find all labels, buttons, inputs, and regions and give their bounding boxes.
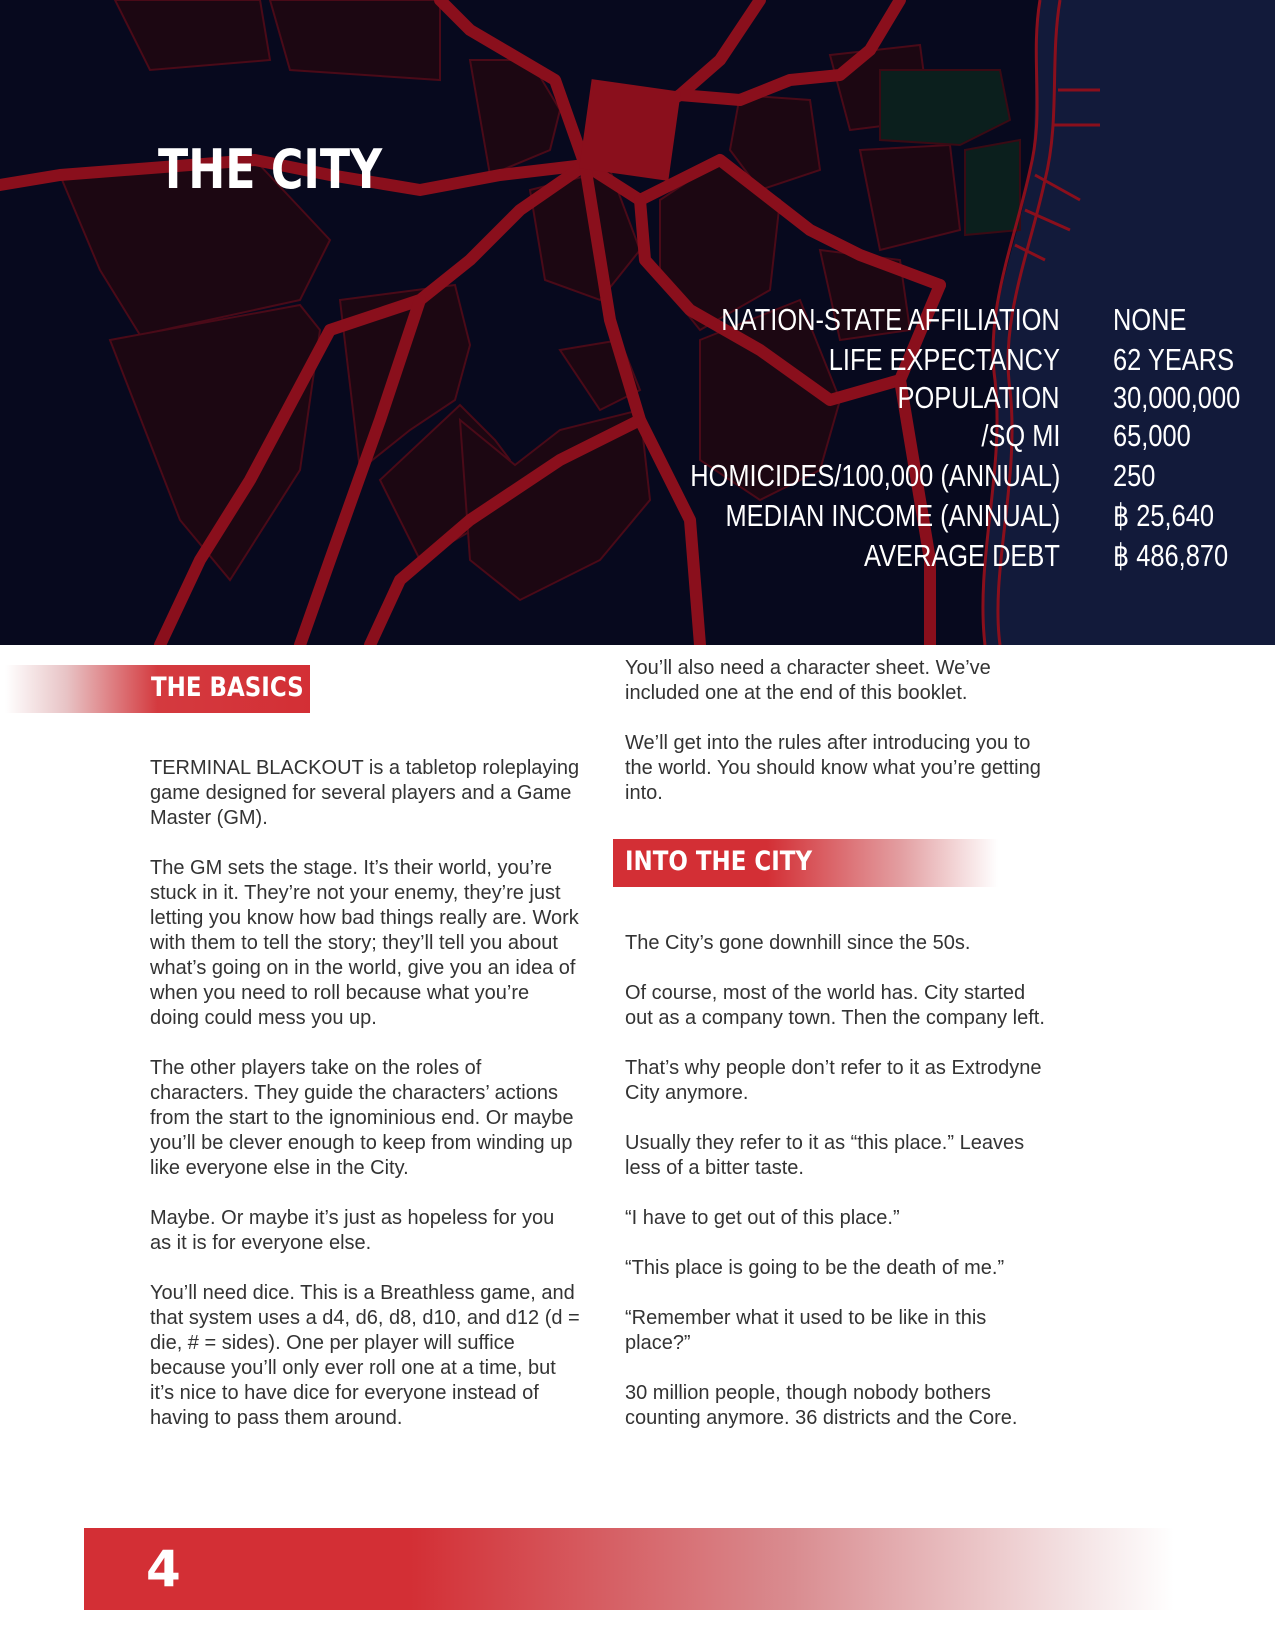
paragraph: The other players take on the roles of characters. They guide the characters’ actions from the start to the ignominious end. Or maybe you’ll be clever enough to keep from winding up like everyone else in the City. [150, 1057, 574, 1179]
stat-row [690, 302, 1270, 342]
paragraph: Usually they refer to it as “this place.” Leaves less of a bitter taste. [625, 1132, 1025, 1179]
basics-column [150, 756, 580, 1456]
stat-value: NONE [1113, 302, 1187, 337]
stat-label: HOMICIDES/100,000 (ANNUAL) [689, 458, 1060, 493]
paragraph: Maybe. Or maybe it’s just as hopeless for you as it is for everyone else. [150, 1207, 555, 1254]
city-stats-table [690, 302, 1270, 578]
paragraph: 30 million people, though nobody bothers counting anymore. 36 districts and the Core. [625, 1382, 1018, 1429]
paragraph: TERMINAL BLACKOUT is a tabletop roleplaying game designed for several players and a Game Master (GM). [150, 757, 580, 829]
stat-value: ฿ 25,640 [1113, 498, 1214, 533]
section-heading-into-the-city [613, 839, 998, 887]
paragraph: Of course, most of the world has. City started out as a company town. Then the company left. [625, 982, 1045, 1029]
stat-label: MEDIAN INCOME (ANNUAL) [725, 498, 1060, 533]
paragraph: “This place is going to be the death of me.” [625, 1257, 1005, 1279]
section-heading-basics [5, 665, 310, 713]
page-footer-bar [84, 1528, 1174, 1610]
paragraph: The City’s gone downhill since the 50s. [625, 932, 971, 954]
stat-label: LIFE EXPECTANCY [828, 342, 1060, 377]
stat-label: /SQ MI [980, 418, 1060, 453]
stat-value: 250 [1113, 458, 1156, 493]
stat-row [690, 458, 1270, 498]
paragraph: You’ll also need a character sheet. We’ve included one at the end of this booklet. [625, 657, 991, 704]
section-heading-text: THE BASICS [151, 672, 304, 703]
paragraph: “Remember what it used to be like in this place?” [625, 1307, 987, 1354]
stat-row [690, 538, 1270, 578]
stat-label: NATION-STATE AFFILIATION [721, 302, 1060, 337]
stat-row [690, 380, 1270, 418]
paragraph: “I have to get out of this place.” [625, 1207, 900, 1229]
stat-row [690, 498, 1270, 538]
stat-label: AVERAGE DEBT [864, 538, 1060, 573]
page-number: 4 [146, 1540, 181, 1598]
stat-value: 62 YEARS [1113, 342, 1235, 377]
stat-value: 65,000 [1113, 418, 1191, 453]
paragraph: We’ll get into the rules after introducing you to the world. You should know what you’re getting into. [625, 732, 1041, 804]
hero-header [0, 0, 1275, 645]
paragraph: The GM sets the stage. It’s their world, you’re stuck in it. They’re not your enemy, they’re just letting you know how bad things really are. Work with them to tell the story; they’ll tell you about what’s going on in the world, give you an idea of when you need to roll because what you’re doing could mess you up. [150, 857, 579, 1029]
page-title: THE CITY [158, 138, 383, 201]
basics-continued-column [625, 656, 1055, 831]
stat-row [690, 342, 1270, 380]
section-heading-text: INTO THE CITY [625, 846, 813, 877]
stat-label: POPULATION [898, 380, 1060, 415]
into-the-city-column [625, 931, 1055, 1456]
stat-row [690, 418, 1270, 458]
stat-value: 30,000,000 [1113, 380, 1241, 415]
stat-value: ฿ 486,870 [1113, 538, 1229, 573]
paragraph: That’s why people don’t refer to it as Extrodyne City anymore. [625, 1057, 1042, 1104]
paragraph: You’ll need dice. This is a Breathless game, and that system uses a d4, d6, d8, d10, and d12 (d = die, # = sides). One per player will suffice because you’ll only ever roll one at a time, but it’s nice to have dice for everyone instead of having to pass them around. [150, 1282, 580, 1429]
